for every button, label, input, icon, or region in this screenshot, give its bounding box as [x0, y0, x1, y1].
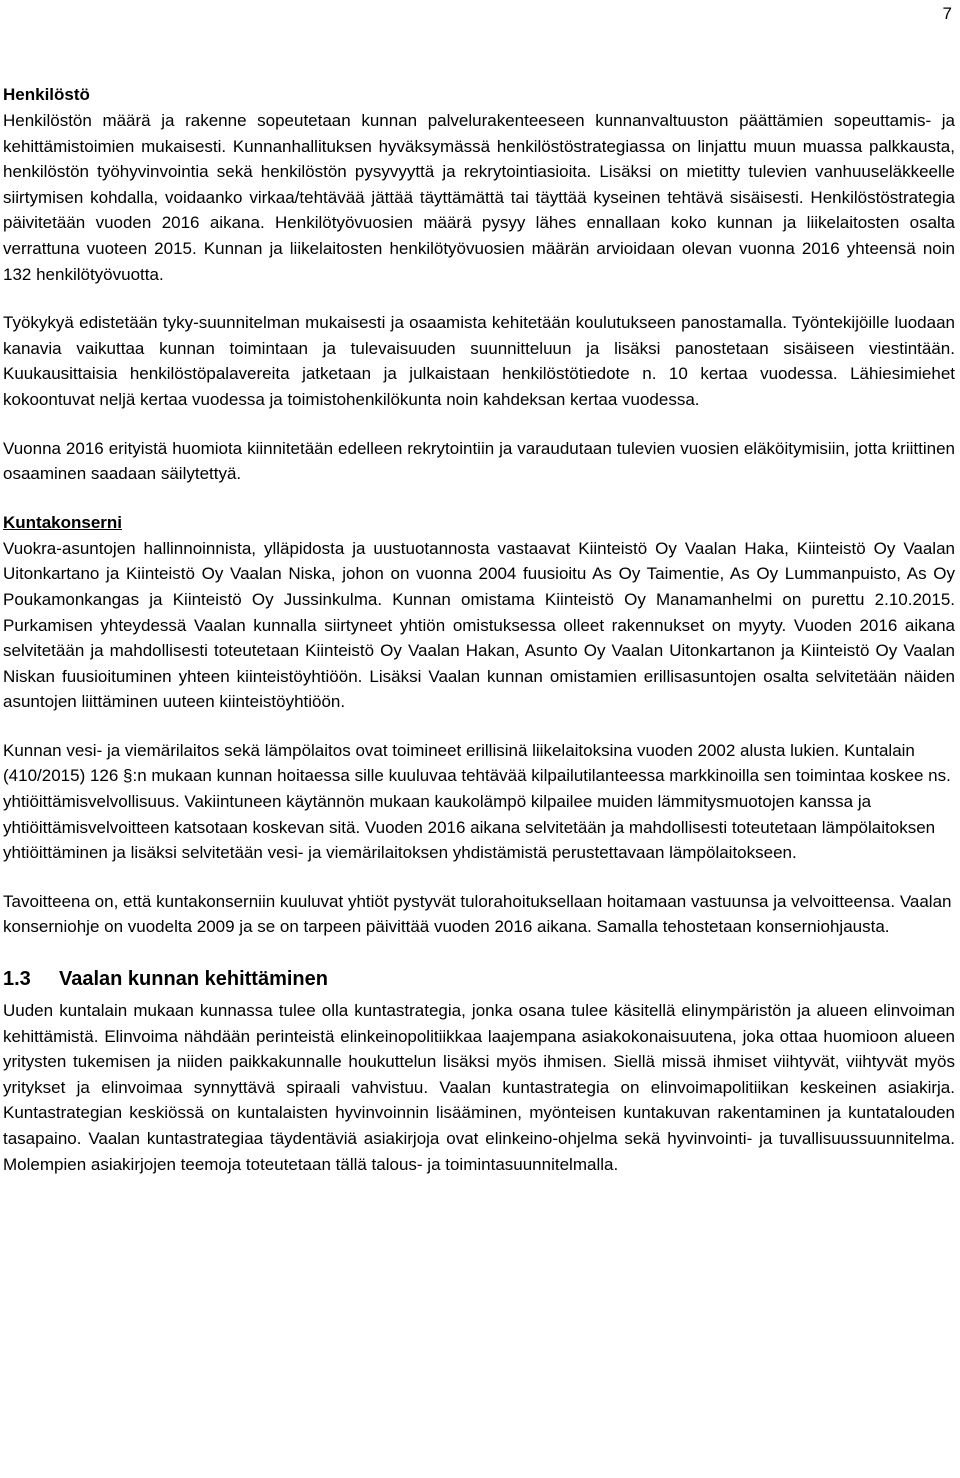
- section-heading-kuntakonserni: Kuntakonserni: [3, 512, 123, 532]
- paragraph: Henkilöstön määrä ja rakenne sopeutetaan kunnan palvelurakenteeseen kunnanvaltuuston päättämien sopeuttamis- ja kehittämistoimien mukaisesti. Kunnanhallituksen hyväksymässä henkilöstöstrategiassa on linjattu muun muassa palkkausta, henkilöstön työhyvinvointia sekä henkilöstön pysyvyyttä ja rekrytointiasioita. Lisäksi on mietitty tulevien vanhuuseläkkeelle siirtymisen kohdalla, voidaanko virkaa/tehtävää jättää täyttämättä tai täyttää kyseinen tehtävä sisäisesti. Henkilöstöstrategia päivitetään vuoden 2016 aikana. Henkilötyövuosien määrä pysyy lähes ennallaan koko kunnan ja liikelaitosten osalta verrattuna vuoteen 2015. Kunnan ja liikelaitosten henkilötyövuosien määrän arvioidaan olevan vuonna 2016 yhteensä noin 132 henkilötyövuotta.: [3, 111, 955, 284]
- page-number: 7: [942, 4, 952, 23]
- paragraph: Tavoitteena on, että kuntakonserniin kuuluvat yhtiöt pystyvät tulorahoituksellaan hoitamaan vastuunsa ja velvoitteensa. Vaalan konserniohje on vuodelta 2009 ja se on tarpeen päivittää vuoden 2016 aikana. Samalla tehostetaan konserniohjausta.: [3, 891, 952, 937]
- paragraph: Työkykyä edistetään tyky-suunnitelman mukaisesti ja osaamista kehitetään koulutukseen panostamalla. Työntekijöille luodaan kanavia vaikuttaa kunnan toimintaan ja tulevaisuuden suunnitteluun ja lisäksi panostetaan sisäiseen viestintään. Kuukausittaisia henkilöstöpalavereita jatketaan ja julkaistaan henkilöstötiedote n. 10 kertaa vuodessa. Lähiesimiehet kokoontuvat neljä kertaa vuodessa ja toimistohenkilökunta noin kahdeksan kertaa vuodessa.: [3, 313, 955, 409]
- chapter-title: Vaalan kunnan kehittäminen: [59, 968, 328, 991]
- document-body: [3, 82, 955, 1177]
- paragraph: Uuden kuntalain mukaan kunnassa tulee olla kuntastrategia, jonka osana tulee käsitellä elinympäristön ja alueen elinvoiman kehittämistä. Elinvoima nähdään perinteistä elinkeinopolitiikkaa laajempana asiakokonaisuutena, joka ottaa huomioon alueen yritysten tukemisen ja niiden paikkakunnalle houkuttelun lisäksi myös ihmisen. Siellä missä ihmiset viihtyvät, viihtyvät myös yritykset ja elinvoimaa synnyttävä spiraali vahvistuu. Vaalan kuntastrategia on elinvoimapolitiikan keskeinen asiakirja. Kuntastrategian keskiössä on kuntalaisten hyvinvoinnin lisääminen, myönteisen kuntakuvan rakentaminen ja kuntatalouden tasapaino. Vaalan kuntastrategiaa täydentäviä asiakirjoja ovat elinkeino-ohjelma sekä hyvinvointi- ja tuvallisuussuunnitelma. Molempien asiakirjojen teemoja toteutetaan tällä talous- ja toimintasuunnitelmalla.: [3, 1001, 955, 1174]
- paragraph: Vuonna 2016 erityistä huomiota kiinnitetään edelleen rekrytointiin ja varaudutaan tulevien vuosien eläköitymisiin, jotta kriittinen osaaminen saadaan säilytettyä.: [3, 438, 955, 484]
- paragraph: Vuokra-asuntojen hallinnoinnista, ylläpidosta ja uustuotannosta vastaavat Kiinteistö Oy Vaalan Haka, Kiinteistö Oy Vaalan Uitonkartano ja Kiinteistö Oy Vaalan Niska, johon on vuonna 2004 fuusioitu As Oy Taimentie, As Oy Lummanpuisto, As Oy Poukamonkangas ja Kiinteistö Oy Jussinkulma. Kunnan omistama Kiinteistö Oy Manamanhelmi on purettu 2.10.2015. Purkamisen yhteydessä Vaalan kunnalla siirtyneet yhtiön omistuksessa olleet rakennukset on myyty. Vuoden 2016 aikana selvitetään ja mahdollisesti toteutetaan Kiinteistö Oy Vaalan Hakan, Asunto Oy Vaalan Uitonkartanon ja Kiinteistö Oy Vaalan Niskan fuusioituminen yhteen kiinteistöyhtiöön. Lisäksi Vaalan kunnan omistamien erillisasuntojen osalta selvitetään näiden asuntojen liittäminen uuteen kiinteistöyhtiöön.: [3, 538, 955, 712]
- paragraph: Kunnan vesi- ja viemärilaitos sekä lämpölaitos ovat toimineet erillisinä liikelaitoksina vuoden 2002 alusta lukien. Kuntalain (410/2015) 126 §:n mukaan kunnan hoitaessa sille kuuluvaa tehtävää kilpailutilanteessa markkinoilla sen toimintaa koskee ns. yhtiöittämisvelvollisuus. Vakiintuneen käytännön mukaan kaukolämpö kilpailee muiden lämmitysmuotojen kanssa ja yhtiöittämisvelvoitteen katsotaan koskevan sitä. Vuoden 2016 aikana selvitetään ja mahdollisesti toteutetaan lämpölaitoksen yhtiöittäminen ja lisäksi selvitetään vesi- ja viemärilaitoksen yhdistämistä perustettavaan lämpölaitokseen.: [3, 740, 951, 863]
- section-heading-henkilosto: Henkilöstö: [3, 85, 90, 104]
- chapter-heading: [3, 966, 955, 992]
- chapter-number: 1.3: [3, 968, 31, 991]
